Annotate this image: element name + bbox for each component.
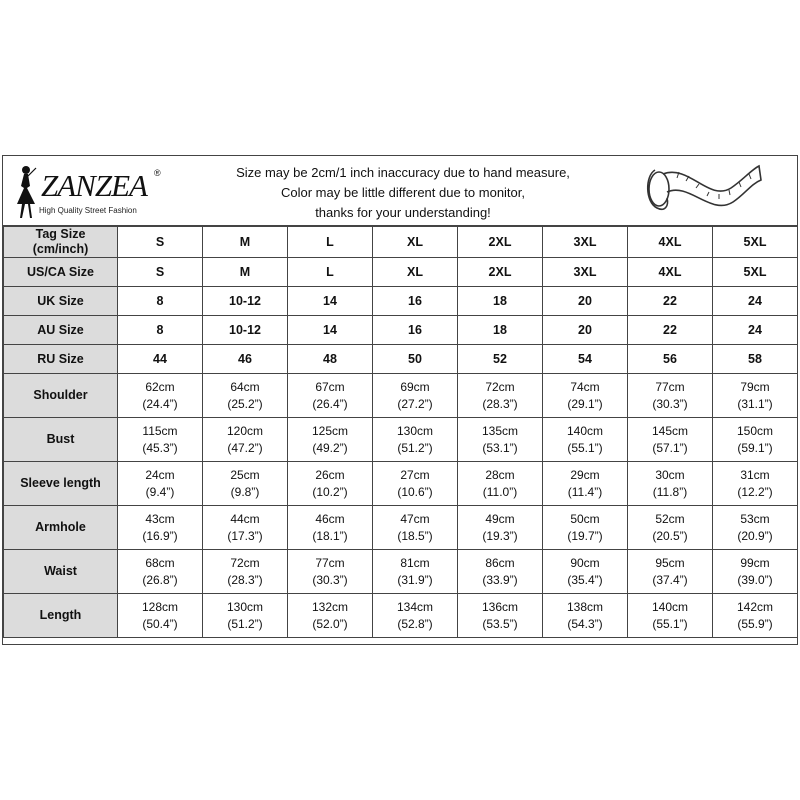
size-table: [3, 226, 798, 638]
measure-cell: [373, 462, 458, 506]
size-row: [4, 345, 798, 374]
measure-cm: 77cm: [655, 379, 685, 394]
row-label: [4, 287, 118, 316]
size-cell: 22: [628, 316, 713, 345]
measure-inch: (11.4”): [567, 484, 603, 499]
measure-cell: [713, 594, 798, 638]
size-cell: 16: [373, 287, 458, 316]
row-label: [4, 345, 118, 374]
measure-cm: 140cm: [651, 599, 689, 614]
registered-mark: ®: [154, 168, 161, 178]
measure-cell: [458, 374, 543, 418]
measure-inch: (9.4”): [145, 484, 175, 499]
measure-inch: (26.4”): [312, 396, 348, 411]
measure-inch: (11.0”): [482, 484, 518, 499]
size-cell: 58: [713, 345, 798, 374]
measure-cm: 72cm: [485, 379, 515, 394]
measure-cell: [203, 418, 288, 462]
measure-cm: 81cm: [400, 555, 430, 570]
measure-inch: (10.6”): [397, 484, 433, 499]
measure-cm: 125cm: [311, 423, 349, 438]
measure-cell: [628, 418, 713, 462]
size-cell: 8: [118, 316, 203, 345]
measure-cell: [628, 506, 713, 550]
size-cell: 3XL: [543, 258, 628, 287]
measure-cm: 142cm: [736, 599, 774, 614]
measure-inch: (55.1”): [567, 440, 603, 455]
row-label: Length: [4, 594, 118, 638]
measure-cm: 79cm: [740, 379, 770, 394]
measure-inch: (11.8”): [652, 484, 688, 499]
row-label-line: UK Size: [37, 293, 84, 308]
measure-cell: [203, 506, 288, 550]
measure-cell: [543, 462, 628, 506]
measure-inch: (31.9”): [397, 572, 433, 587]
measure-inch: (47.2”): [227, 440, 263, 455]
measure-cell: [628, 462, 713, 506]
size-cell: 10-12: [203, 316, 288, 345]
row-label: Sleeve length: [4, 462, 118, 506]
size-cell: 4XL: [628, 258, 713, 287]
size-row: [4, 287, 798, 316]
measure-inch: (25.2”): [227, 396, 263, 411]
row-label: Armhole: [4, 506, 118, 550]
measure-cm: 128cm: [141, 599, 179, 614]
measure-cm: 49cm: [485, 511, 515, 526]
measure-inch: (45.3”): [142, 440, 178, 455]
measure-inch: (52.0”): [312, 616, 348, 631]
measure-inch: (28.3”): [227, 572, 263, 587]
measure-inch: (27.2”): [397, 396, 433, 411]
measure-inch: (59.1”): [737, 440, 773, 455]
measure-cm: 68cm: [145, 555, 175, 570]
size-cell: 50: [373, 345, 458, 374]
measure-inch: (54.3”): [567, 616, 603, 631]
measure-cell: [543, 418, 628, 462]
measure-cell: [713, 418, 798, 462]
measure-cell: [543, 374, 628, 418]
measure-inch: (57.1”): [652, 440, 688, 455]
measure-inch: (39.0”): [737, 572, 773, 587]
measure-cm: 62cm: [145, 379, 175, 394]
measure-cell: [713, 374, 798, 418]
measure-inch: (35.4”): [567, 572, 603, 587]
measure-inch: (10.2”): [312, 484, 348, 499]
measure-cell: [373, 594, 458, 638]
notice-line: thanks for your understanding!: [315, 205, 491, 220]
size-cell: 24: [713, 287, 798, 316]
measure-cell: [373, 506, 458, 550]
measure-cm: 74cm: [570, 379, 600, 394]
measure-cell: [543, 594, 628, 638]
measure-cm: 64cm: [230, 379, 260, 394]
measure-inch: (20.5”): [652, 528, 688, 543]
size-cell: 5XL: [713, 258, 798, 287]
measure-cell: [118, 418, 203, 462]
measure-inch: (50.4”): [142, 616, 178, 631]
measure-cell: [288, 418, 373, 462]
row-label: Bust: [4, 418, 118, 462]
row-label-line: US/CA Size: [27, 264, 94, 279]
measure-inch: (9.8”): [230, 484, 260, 499]
measure-cm: 99cm: [740, 555, 770, 570]
size-cell: 24: [713, 316, 798, 345]
measure-inch: (16.9”): [142, 528, 178, 543]
measure-cell: [373, 550, 458, 594]
measure-inch: (53.5”): [482, 616, 518, 631]
measure-inch: (30.3”): [652, 396, 688, 411]
measure-cm: 130cm: [226, 599, 264, 614]
measure-cm: 31cm: [740, 467, 770, 482]
chart-header: [3, 156, 797, 226]
measure-cm: 50cm: [570, 511, 600, 526]
measure-row: [4, 462, 798, 506]
measure-cell: [628, 594, 713, 638]
size-cell: 52: [458, 345, 543, 374]
measure-cm: 132cm: [311, 599, 349, 614]
measure-cm: 86cm: [485, 555, 515, 570]
measure-inch: (31.1”): [737, 396, 773, 411]
measure-cell: [458, 418, 543, 462]
row-label: [4, 258, 118, 287]
measure-cm: 53cm: [740, 511, 770, 526]
measure-inch: (29.1”): [567, 396, 603, 411]
measure-inch: (37.4”): [652, 572, 688, 587]
measure-cell: [458, 506, 543, 550]
measure-cell: [118, 550, 203, 594]
measure-cell: [118, 506, 203, 550]
size-row: [4, 258, 798, 287]
measure-cm: 120cm: [226, 423, 264, 438]
measure-cell: [288, 550, 373, 594]
measure-inch: (53.1”): [482, 440, 518, 455]
measure-cell: [288, 462, 373, 506]
row-label: Shoulder: [4, 374, 118, 418]
size-cell: 14: [288, 287, 373, 316]
measure-inch: (28.3”): [482, 396, 518, 411]
size-cell: M: [203, 227, 288, 258]
measure-inch: (24.4”): [142, 396, 178, 411]
measure-cm: 43cm: [145, 511, 175, 526]
measure-cell: [118, 462, 203, 506]
measure-cm: 77cm: [315, 555, 345, 570]
size-chart: [2, 155, 798, 645]
size-cell: 20: [543, 287, 628, 316]
measure-cm: 46cm: [315, 511, 345, 526]
measure-cm: 134cm: [396, 599, 434, 614]
measure-cell: [118, 374, 203, 418]
measure-cell: [543, 550, 628, 594]
row-label: [4, 227, 118, 258]
measure-inch: (19.3”): [482, 528, 518, 543]
measure-cell: [458, 462, 543, 506]
measure-cm: 52cm: [655, 511, 685, 526]
measure-cell: [288, 594, 373, 638]
measure-cell: [203, 462, 288, 506]
measure-inch: (18.1”): [312, 528, 348, 543]
measure-cell: [628, 374, 713, 418]
size-cell: 20: [543, 316, 628, 345]
measure-cell: [713, 550, 798, 594]
size-cell: 16: [373, 316, 458, 345]
size-cell: S: [118, 258, 203, 287]
measure-cell: [203, 374, 288, 418]
size-cell: 5XL: [713, 227, 798, 258]
measure-inch: (30.3”): [312, 572, 348, 587]
measure-row: [4, 550, 798, 594]
measure-inch: (17.3”): [227, 528, 263, 543]
woman-silhouette-icon: [11, 164, 39, 220]
measure-cm: 44cm: [230, 511, 260, 526]
size-cell: 54: [543, 345, 628, 374]
measure-cell: [458, 550, 543, 594]
measure-inch: (55.9”): [737, 616, 773, 631]
measure-cm: 90cm: [570, 555, 600, 570]
measure-inch: (19.7”): [567, 528, 603, 543]
row-label-line: AU Size: [37, 322, 84, 337]
measure-inch: (55.1”): [652, 616, 688, 631]
measure-cm: 28cm: [485, 467, 515, 482]
measure-cell: [203, 594, 288, 638]
size-cell: XL: [373, 227, 458, 258]
measure-cm: 140cm: [566, 423, 604, 438]
measure-inch: (49.2”): [312, 440, 348, 455]
row-label-line: RU Size: [37, 351, 84, 366]
size-cell: 8: [118, 287, 203, 316]
row-label-line: (cm/inch): [32, 242, 89, 256]
size-cell: 14: [288, 316, 373, 345]
brand-name: ZANZEA: [41, 168, 147, 203]
measure-cm: 72cm: [230, 555, 260, 570]
measure-row: [4, 418, 798, 462]
measure-cm: 69cm: [400, 379, 430, 394]
measure-cm: 30cm: [655, 467, 685, 482]
measure-inch: (12.2”): [737, 484, 773, 499]
measure-inch: (26.8”): [142, 572, 178, 587]
measure-cell: [628, 550, 713, 594]
measure-cm: 145cm: [651, 423, 689, 438]
size-cell: XL: [373, 258, 458, 287]
size-cell: L: [288, 258, 373, 287]
measure-row: [4, 594, 798, 638]
measure-cell: [373, 374, 458, 418]
measurement-notice: [183, 163, 623, 223]
measure-cell: [458, 594, 543, 638]
size-cell: 48: [288, 345, 373, 374]
brand-logo: [9, 162, 169, 222]
measure-cm: 138cm: [566, 599, 604, 614]
size-cell: 22: [628, 287, 713, 316]
measure-cell: [713, 506, 798, 550]
measure-cm: 67cm: [315, 379, 345, 394]
row-label: [4, 316, 118, 345]
size-cell: L: [288, 227, 373, 258]
size-cell: M: [203, 258, 288, 287]
measure-cm: 135cm: [481, 423, 519, 438]
measure-cm: 25cm: [230, 467, 260, 482]
size-cell: 18: [458, 287, 543, 316]
row-label-line: Tag Size: [35, 227, 86, 241]
measure-cm: 115cm: [142, 423, 178, 438]
size-cell: 10-12: [203, 287, 288, 316]
measure-cm: 150cm: [736, 423, 774, 438]
measure-row: [4, 506, 798, 550]
size-row: [4, 316, 798, 345]
notice-line: Size may be 2cm/1 inch inaccuracy due to hand measure,: [236, 165, 570, 180]
notice-line: Color may be little different due to monitor,: [281, 185, 525, 200]
measure-cm: 26cm: [315, 467, 345, 482]
measure-cm: 130cm: [396, 423, 434, 438]
size-cell: 46: [203, 345, 288, 374]
size-cell: 56: [628, 345, 713, 374]
measure-inch: (52.8”): [397, 616, 433, 631]
measure-inch: (51.2”): [397, 440, 433, 455]
size-cell: 44: [118, 345, 203, 374]
size-row: [4, 227, 798, 258]
measure-inch: (18.5”): [397, 528, 433, 543]
measure-inch: (51.2”): [227, 616, 263, 631]
measure-cell: [543, 506, 628, 550]
row-label: Waist: [4, 550, 118, 594]
measure-cm: 27cm: [400, 467, 430, 482]
measure-cm: 24cm: [145, 467, 175, 482]
size-cell: 2XL: [458, 227, 543, 258]
size-cell: 3XL: [543, 227, 628, 258]
measure-cm: 47cm: [400, 511, 430, 526]
size-cell: 2XL: [458, 258, 543, 287]
size-cell: 18: [458, 316, 543, 345]
measure-cell: [288, 506, 373, 550]
measure-cm: 136cm: [481, 599, 519, 614]
measure-cell: [713, 462, 798, 506]
measure-inch: (33.9”): [482, 572, 518, 587]
brand-tagline: High Quality Street Fashion: [39, 206, 137, 215]
measure-cm: 95cm: [655, 555, 685, 570]
measure-row: [4, 374, 798, 418]
measure-inch: (20.9”): [737, 528, 773, 543]
measuring-tape-icon: [639, 162, 763, 220]
measure-cm: 29cm: [570, 467, 600, 482]
size-cell: S: [118, 227, 203, 258]
measure-cell: [373, 418, 458, 462]
size-cell: 4XL: [628, 227, 713, 258]
measure-cell: [288, 374, 373, 418]
measure-cell: [203, 550, 288, 594]
measure-cell: [118, 594, 203, 638]
